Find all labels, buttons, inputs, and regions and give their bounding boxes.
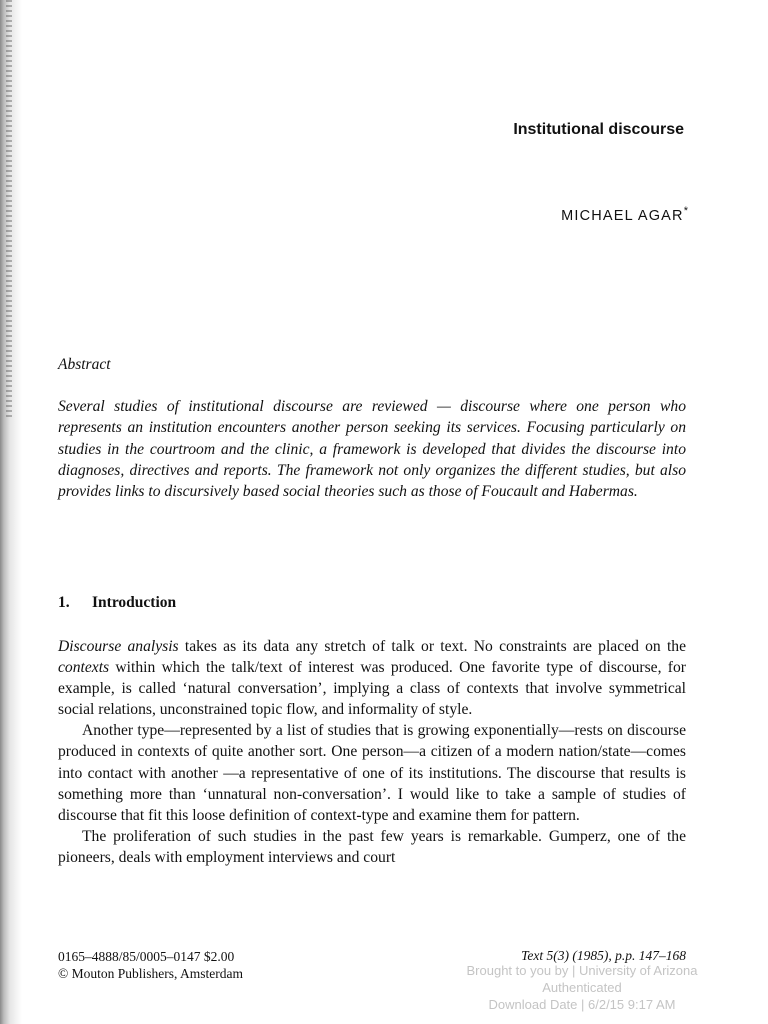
- author-footnote-mark: *: [683, 205, 688, 217]
- watermark-line-2: Authenticated: [542, 980, 622, 995]
- download-watermark: [422, 962, 742, 1013]
- watermark-line-3: Download Date | 6/2/15 9:17 AM: [488, 997, 676, 1012]
- author-name-text: MICHAEL AGAR: [561, 207, 684, 224]
- footer-publisher: © Mouton Publishers, Amsterdam: [58, 966, 244, 981]
- section-title: Introduction: [92, 594, 177, 611]
- term-contexts: contexts: [58, 659, 110, 677]
- scan-edge-shadow: [0, 0, 22, 1024]
- author-name: [561, 205, 688, 224]
- paragraph-3: The proliferation of such studies in the past few years is remarkable. Gumperz, one of the pioneers, deals with employment interviews and court: [58, 827, 686, 866]
- paper-title: Institutional discourse: [513, 121, 684, 138]
- footer-issn: 0165–4888/85/0005–0147 $2.00: [58, 949, 235, 964]
- section-heading: [58, 594, 176, 612]
- section-number: 1.: [58, 594, 70, 611]
- watermark-line-1: Brought to you by | University of Arizona: [466, 963, 698, 978]
- paragraph-1-part-a: takes as its data any stretch of talk or text. No constraints are placed on the: [178, 638, 687, 655]
- term-discourse-analysis: Discourse analysis: [58, 638, 179, 655]
- footer-citation: Text 5(3) (1985), p.p. 147–168: [521, 948, 686, 963]
- abstract-text: Several studies of institutional discourse are reviewed — discourse where one person who represents an institution encounters another person seeking its services. Focusing particularly on studies in the courtroom and the clinic, a framework is developed that divides the discourse into diagnoses, directives and reports. The framework not only organizes the different studies, but also provides links to discursively based social theories such as those of Foucault and Habermas.: [58, 398, 686, 501]
- paragraph-2: Another type—represented by a list of studies that is growing exponentially—rests on discourse produced in contexts of quite another sort. One person—a citizen of a modern nation/state—comes into contact with another —a representative of one of its institutions. The discourse that results is something more than ‘unnatural non-conversation’. I would like to take a sample of studies of discourse that fit this loose definition of context-type and examine them for pattern.: [58, 722, 686, 824]
- abstract-heading: Abstract: [58, 356, 111, 373]
- body-text: [58, 636, 686, 868]
- paragraph-1: [58, 636, 686, 720]
- paragraph-1-part-b: within which the talk/text of interest was produced. One favorite type of discourse, for example, is called ‘natural conversation’, implying a class of contexts that involve symmetrical social relations, unconstrained topic flow, and informality of style.: [58, 659, 686, 719]
- footer-publication-info: [58, 948, 243, 982]
